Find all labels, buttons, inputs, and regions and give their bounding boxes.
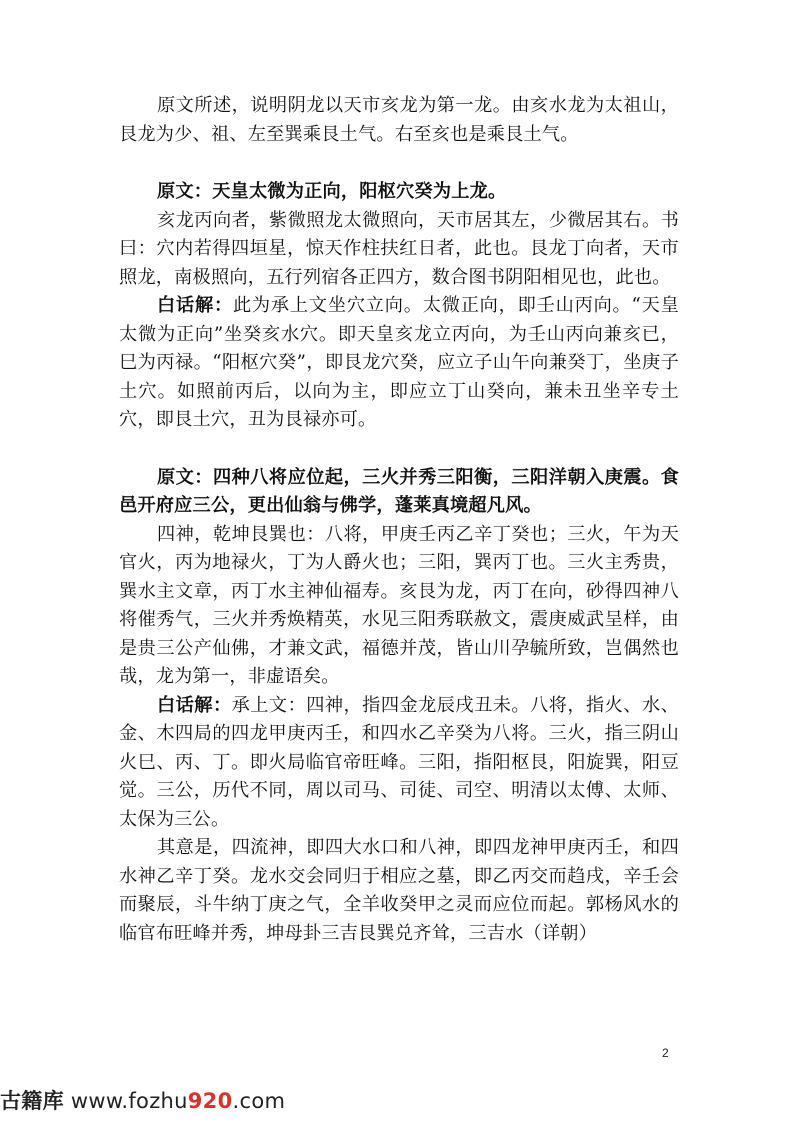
watermark-url-prefix: www.fozhu	[63, 1089, 188, 1113]
paragraph-4	[119, 292, 679, 435]
paragraph-4-text: 此为承上文坐穴立向。太微正向，即壬山丙向。“天皇太微为正向”坐癸亥水穴。即天皇亥龙立丙向，为壬山丙向兼亥已，巳为丙禄。“阳枢穴癸”，即艮龙穴癸，应立子山午向兼癸丁，坐庚子土穴。如照前丙后，以向为主，即应立丁山癸向，兼未丑坐辛专土穴，即艮土穴，丑为艮禄亦可。	[119, 295, 679, 430]
watermark-url-suffix: .com	[232, 1089, 286, 1113]
paragraph-2-heading	[119, 178, 679, 207]
paragraph-1	[119, 92, 679, 149]
section-gap	[119, 149, 679, 178]
paragraph-2-label: 原文：	[157, 181, 213, 202]
paragraph-6	[119, 521, 679, 692]
paragraph-5-label: 原文：	[157, 466, 213, 488]
paragraph-8	[119, 834, 679, 948]
paragraph-3-text: 亥龙丙向者，紫微照龙太微照向，天市居其左，少微居其右。书曰：穴内若得四垣星，惊天作柱扶红日者，此也。艮龙丁向者，天市照龙，南极照向，五行列宿各正四方，数合图书阴阳相见也，此也。	[119, 209, 679, 288]
paragraph-7-text: 承上文：四神，指四金龙辰戌丑未。八将，指火、水、金、木四局的四龙甲庚丙壬，和四水乙辛癸为八将。三火，指三阴山火巳、丙、丁。即火局临官帝旺峰。三阳，指阳枢艮，阳旋巽，阳豆觉。三公，历代不同，周以司马、司徒、司空、明清以太傅、太师、太保为三公。	[119, 694, 679, 830]
paragraph-8-text: 其意是，四流神，即四大水口和八神，即四龙神甲庚丙壬，和四水神乙辛丁癸。龙水交会同归于相应之墓，即乙丙交而趋戌，辛壬会而聚辰，斗牛纳丁庚之气，全羊收癸甲之灵而应位而起。郭杨风水的临官布旺峰并秀，坤母卦三吉艮巽兑齐耸，三吉水（详朝）	[119, 837, 679, 944]
paragraph-7	[119, 692, 679, 835]
watermark	[0, 1085, 285, 1115]
watermark-site-name: 古籍库	[0, 1089, 64, 1113]
page-number: 2	[662, 1046, 669, 1060]
section-gap	[119, 435, 679, 464]
watermark-url-number: 920	[187, 1089, 233, 1113]
paragraph-6-text: 四神，乾坤艮巽也：八将，甲庚壬丙乙辛丁癸也；三火，午为天官火，丙为地禄火，丁为人爵火也；三阳，巽丙丁也。三火主秀贵，巽水主文章，丙丁水主神仙福寿。亥艮为龙，丙丁在向，砂得四神八将催秀气，三火并秀焕精英，水见三阳秀联赦文，震庚威武呈样，由是贵三公产仙佛，才兼文武，福德并茂，皆山川孕毓所致，岂偶然也哉，龙为第一，非虚语矣。	[119, 523, 679, 687]
paragraph-1-text: 原文所述，说明阴龙以天市亥龙为第一龙。由亥水龙为太祖山，艮龙为少、祖、左至巽乘艮土气。右至亥也是乘艮土气。	[119, 95, 679, 145]
paragraph-5-heading	[119, 464, 679, 521]
paragraph-2-text: 天皇太微为正向，阳枢穴癸为上龙。	[212, 181, 507, 202]
paragraph-7-label: 白话解：	[157, 694, 232, 716]
document-body	[119, 92, 679, 948]
paragraph-3	[119, 207, 679, 293]
paragraph-4-label: 白话解：	[157, 295, 233, 316]
paragraph-5-text: 四种八将应位起，三火并秀三阳衡，三阳洋朝入庚震。食邑开府应三公，更出仙翁与佛学，蓬莱真境超凡风。	[119, 466, 679, 516]
